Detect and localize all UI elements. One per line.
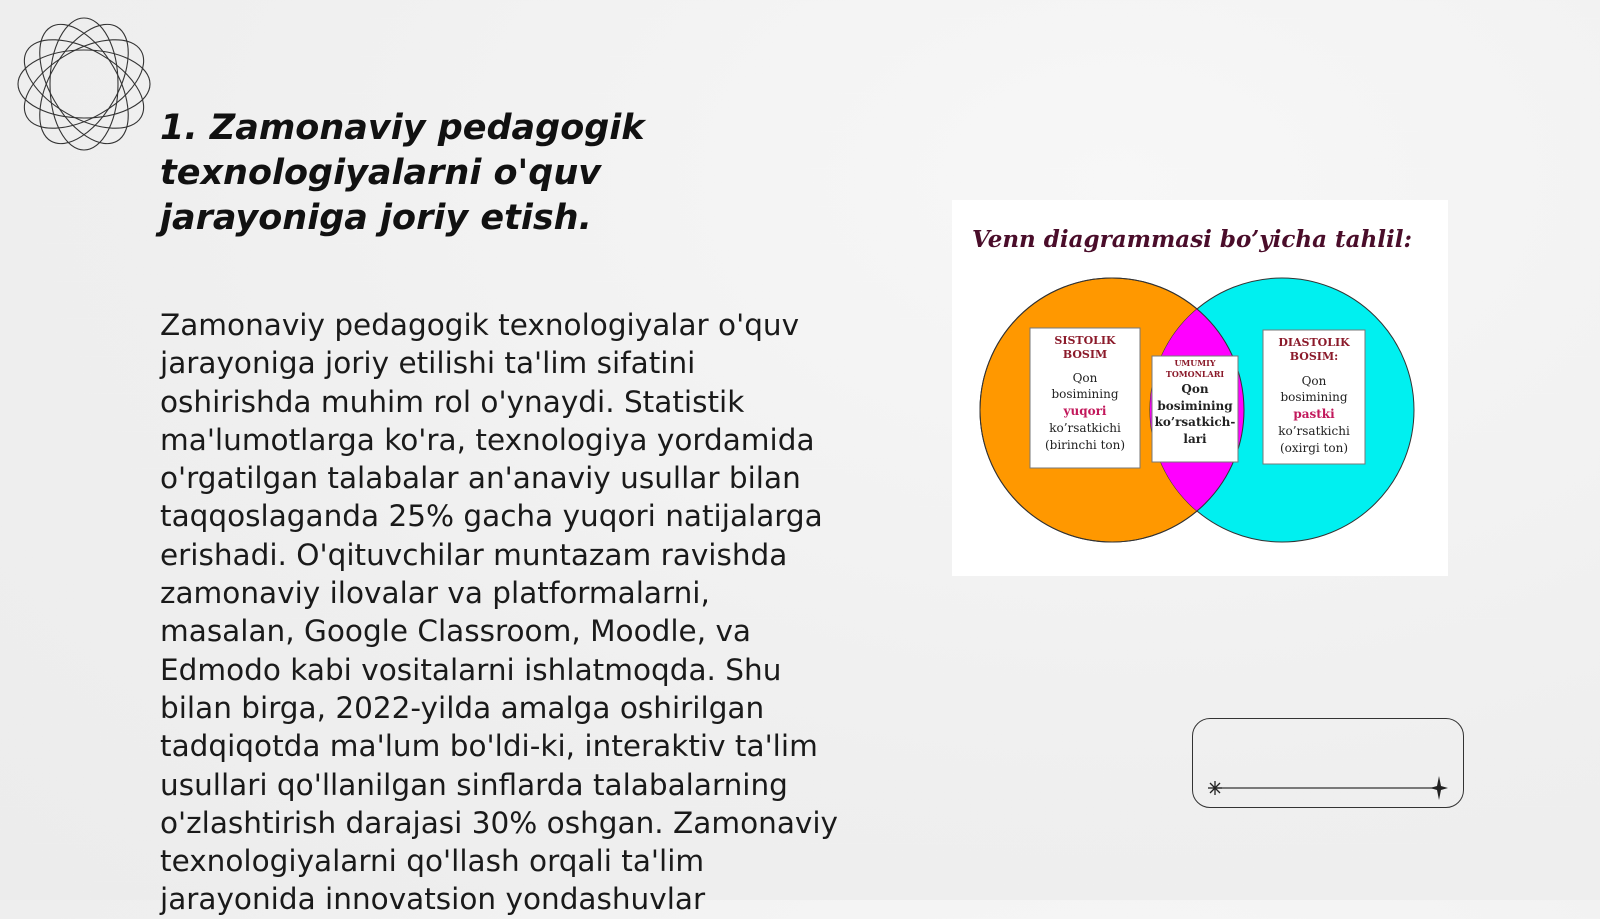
- spirograph-icon: [10, 10, 158, 158]
- right-heading-2: BOSIM:: [1289, 350, 1339, 363]
- middle-line-2: bosimining: [1157, 399, 1233, 413]
- middle-line-1: Qon: [1181, 382, 1209, 396]
- right-heading-1: DIASTOLIK: [1278, 336, 1350, 349]
- left-line-1: Qon: [1072, 371, 1098, 385]
- sparkle-icon: [1208, 781, 1222, 795]
- venn-diagram-image: [952, 200, 1448, 576]
- right-line-4: (oxirgi ton): [1279, 441, 1349, 455]
- left-line-4: (birinchi ton): [1044, 438, 1126, 452]
- middle-line-3: ko’rsatkich-: [1154, 415, 1236, 429]
- decorative-frame: [1192, 718, 1464, 808]
- right-line-2: bosimining: [1280, 390, 1348, 404]
- slide-title: 1. Zamonaviy pedagogik texnologiyalarni o'quv jarayoniga joriy etish.: [160, 108, 645, 238]
- left-heading-2: BOSIM: [1062, 348, 1108, 361]
- middle-heading-1: UMUMIY: [1174, 358, 1216, 368]
- left-heading-1: SISTOLIK: [1054, 334, 1116, 347]
- left-line-3: ko’rsatkichi: [1049, 421, 1121, 435]
- star-icon: [1430, 776, 1448, 800]
- right-accent: pastki: [1293, 407, 1335, 421]
- right-line-3: ko’rsatkichi: [1278, 424, 1350, 438]
- venn-diagram: [952, 200, 1448, 576]
- middle-heading-2: TOMONLARI: [1165, 369, 1225, 379]
- left-accent: yuqori: [1063, 404, 1107, 418]
- slide-paragraph: Zamonaviy pedagogik texnologiyalar o'quv jarayoniga joriy etilishi ta'lim sifatini oshirishda muhim rol o'ynaydi. Statistik ma'lumotlarga ko'ra, texnologiya yordamida o'rgatilgan talabalar an'anaviy usullar bilan taqqoslaganda 25% gacha yuqori natijalarga erishadi. O'qituvchilar muntazam ravishda zamonaviy ilovalar va platformalarni, masalan, Google Classroom, Moodle, va Edmodo kabi vositalarni ishlatmoqda. Shu bilan birga, 2022-yilda amalga oshirilgan tadqiqotda ma'lum bo'ldi-ki, interaktiv ta'lim usullari qo'llanilgan sinflarda talabalarning o'zlashtirish darajasi 30% oshgan. Zamonaviy texnologiyalarni qo'llash orqali ta'lim jarayonida innovatsion yondashuvlar: [160, 308, 839, 917]
- middle-line-4: lari: [1183, 432, 1207, 446]
- left-line-2: bosimining: [1051, 387, 1119, 401]
- right-line-1: Qon: [1301, 374, 1327, 388]
- venn-title: Venn diagrammasi bo’yicha tahlil:: [971, 226, 1413, 253]
